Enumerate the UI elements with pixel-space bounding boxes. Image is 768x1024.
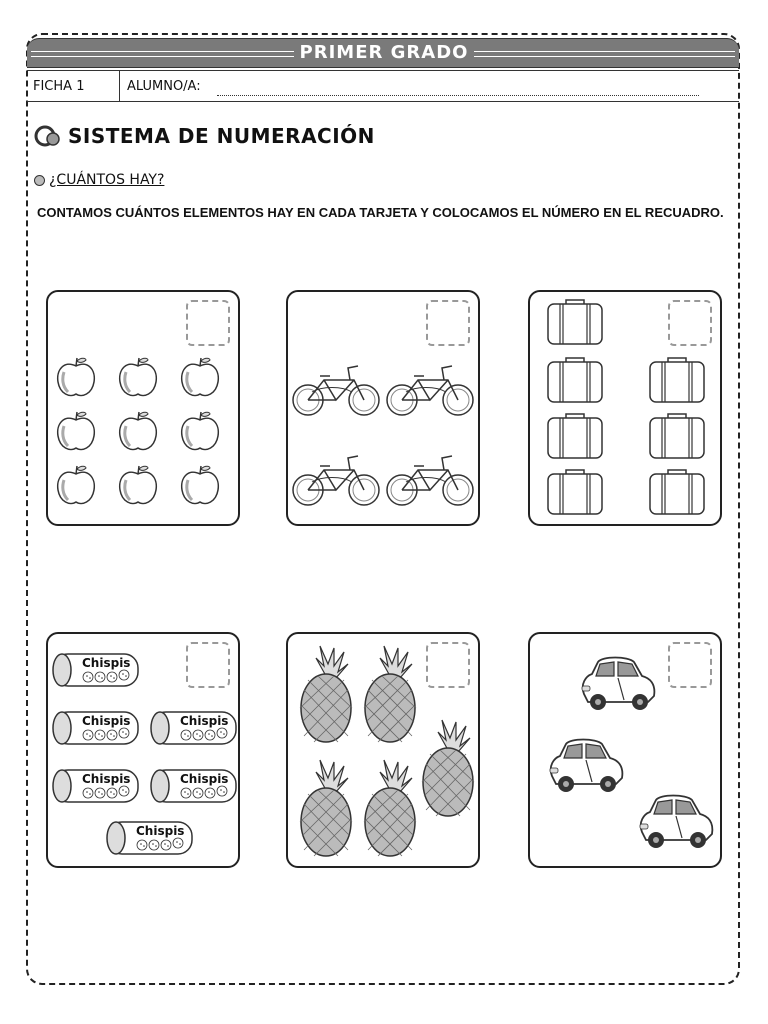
suitcase-group bbox=[530, 292, 720, 524]
apple-icon bbox=[58, 466, 95, 504]
subtitle bbox=[34, 172, 164, 188]
header bbox=[0, 38, 768, 66]
car-icon bbox=[640, 796, 712, 849]
suitcase-icon bbox=[548, 414, 602, 458]
apple-icon bbox=[58, 358, 95, 396]
car-icon bbox=[550, 740, 622, 793]
pineapple-icon bbox=[364, 646, 416, 742]
apple-icon bbox=[120, 466, 157, 504]
chispis-tube-icon bbox=[107, 822, 192, 854]
chispis-group bbox=[48, 634, 238, 866]
card-bicycles bbox=[286, 290, 480, 526]
sheet-label: FICHA 1 bbox=[33, 79, 85, 94]
student-name-field[interactable] bbox=[217, 95, 699, 96]
bicycle-icon bbox=[293, 366, 379, 415]
svg-text:Chispis: Chispis bbox=[82, 714, 131, 728]
student-label: ALUMNO/A: bbox=[127, 79, 201, 94]
suitcase-icon bbox=[650, 414, 704, 458]
subtitle-text: ¿CUÁNTOS HAY? bbox=[49, 172, 165, 188]
card-apples bbox=[46, 290, 240, 526]
bicycle-icon bbox=[387, 456, 473, 505]
apple-icon bbox=[182, 412, 219, 450]
apple-icon bbox=[182, 358, 219, 396]
suitcase-icon bbox=[548, 358, 602, 402]
suitcase-icon bbox=[548, 300, 602, 344]
car-icon bbox=[582, 658, 654, 711]
pineapple-icon bbox=[364, 760, 416, 856]
suitcase-icon bbox=[548, 470, 602, 514]
pineapple-icon bbox=[300, 646, 352, 742]
card-cars bbox=[528, 632, 722, 868]
apple-icon bbox=[182, 466, 219, 504]
svg-text:Chispis: Chispis bbox=[180, 772, 229, 786]
section-heading bbox=[34, 124, 375, 148]
chispis-tube-icon bbox=[53, 654, 138, 686]
apple-group bbox=[48, 292, 238, 524]
pineapple-group bbox=[288, 634, 478, 866]
suitcase-icon bbox=[650, 358, 704, 402]
bicycle-group bbox=[288, 292, 478, 524]
chispis-tube-icon bbox=[53, 770, 138, 802]
suitcase-icon bbox=[650, 470, 704, 514]
pineapple-icon bbox=[300, 760, 352, 856]
card-chispis bbox=[46, 632, 240, 868]
chispis-tube-icon bbox=[151, 712, 236, 744]
section-title: SISTEMA DE NUMERACIÓN bbox=[68, 124, 375, 148]
chispis-tube-icon bbox=[53, 712, 138, 744]
bicycle-icon bbox=[387, 366, 473, 415]
apple-icon bbox=[120, 358, 157, 396]
info-divider bbox=[119, 71, 120, 101]
section-logo-icon bbox=[34, 125, 64, 147]
grade-title: PRIMER GRADO bbox=[294, 42, 475, 63]
apple-icon bbox=[120, 412, 157, 450]
bicycle-icon bbox=[293, 456, 379, 505]
svg-text:Chispis: Chispis bbox=[180, 714, 229, 728]
pineapple-icon bbox=[422, 720, 474, 816]
car-group bbox=[530, 634, 720, 866]
card-pineapples bbox=[286, 632, 480, 868]
svg-text:Chispis: Chispis bbox=[82, 772, 131, 786]
card-suitcases bbox=[528, 290, 722, 526]
instructions: CONTAMOS CUÁNTOS ELEMENTOS HAY EN CADA TARJETA Y COLOCAMOS EL NÚMERO EN EL RECUADRO. bbox=[37, 205, 724, 220]
svg-text:Chispis: Chispis bbox=[82, 656, 131, 670]
bullet-icon bbox=[34, 175, 45, 186]
info-row bbox=[27, 70, 739, 102]
svg-text:Chispis: Chispis bbox=[136, 824, 185, 838]
apple-icon bbox=[58, 412, 95, 450]
chispis-tube-icon bbox=[151, 770, 236, 802]
